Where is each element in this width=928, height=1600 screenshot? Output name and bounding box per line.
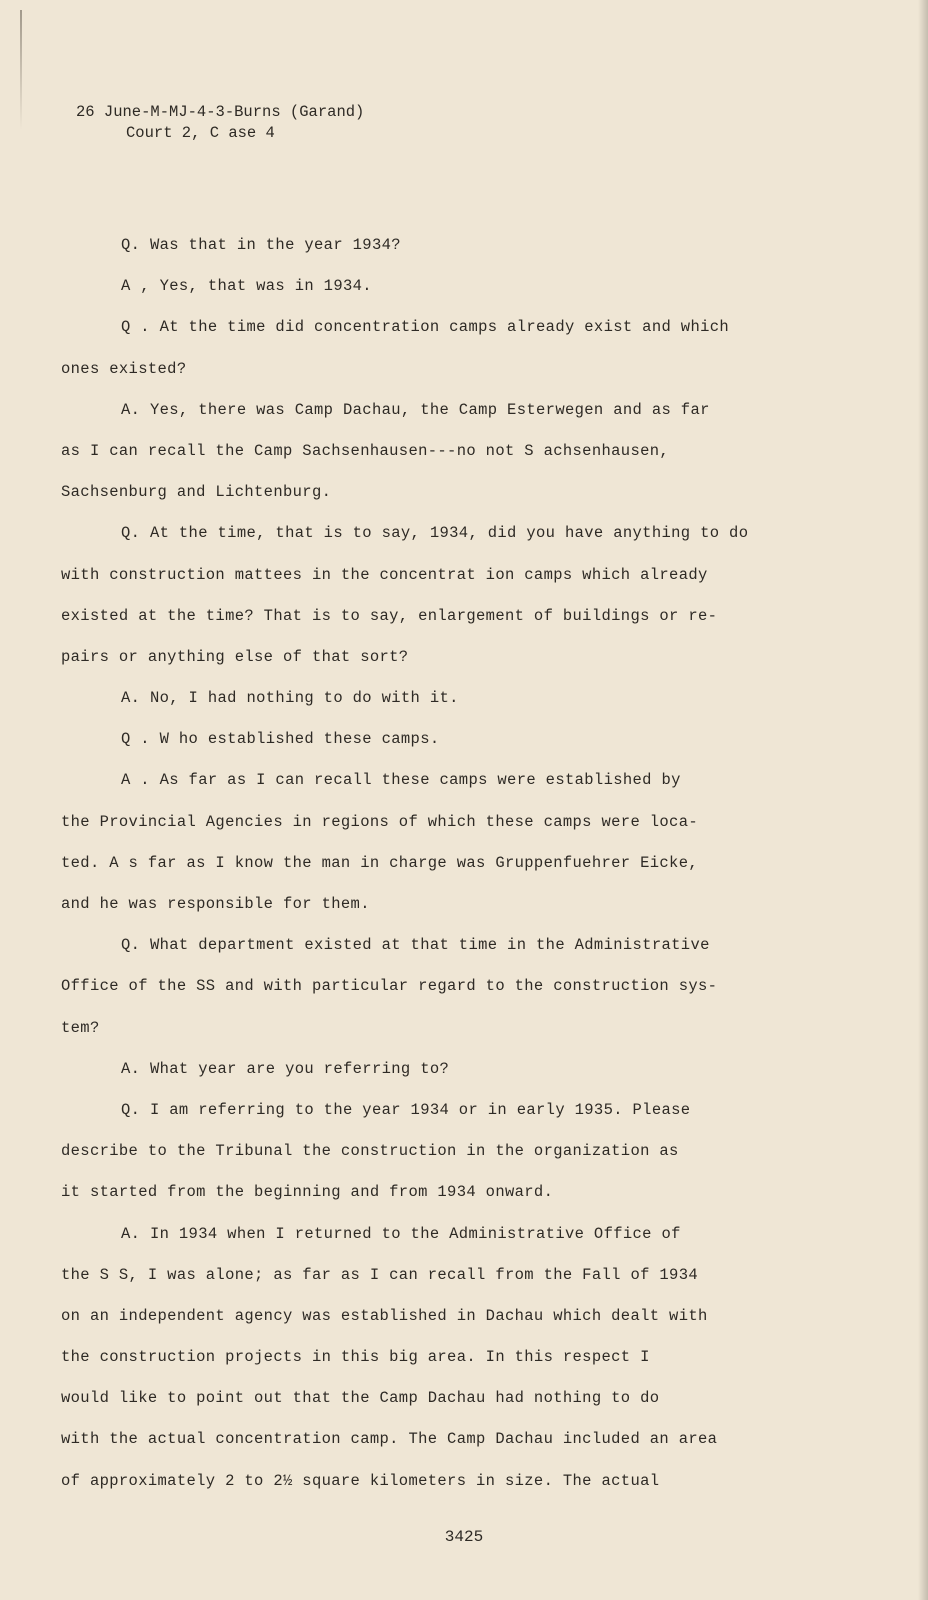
transcript-line: Q . W ho established these camps. <box>121 730 440 749</box>
transcript-line: the S S, I was alone; as far as I can recall from the Fall of 1934 <box>61 1265 698 1284</box>
transcript-line: ted. A s far as I know the man in charge was Gruppenfuehrer Eicke, <box>61 853 698 872</box>
transcript-line: Q. Was that in the year 1934? <box>121 236 401 254</box>
transcript-line: it started from the beginning and from 1934 onward. <box>61 1183 554 1202</box>
transcript-line: the Provincial Agencies in regions of which these camps were loca- <box>61 812 698 831</box>
transcript-line: of approximately 2 to 2½ square kilometers in size. The actual <box>61 1471 660 1490</box>
transcript-line: existed at the time? That is to say, enlargement of buildings or re- <box>61 606 718 625</box>
transcript-line: with construction mattees in the concentrat ion camps which already <box>61 565 708 584</box>
transcript-line: tem? <box>61 1018 100 1037</box>
page-right-shadow <box>918 0 928 1600</box>
transcript-line: ones existed? <box>61 359 187 378</box>
transcript-line: Q. What department existed at that time in the Administrative <box>121 936 710 955</box>
header-court-case: Court 2, C ase 4 <box>126 124 275 142</box>
transcript-line: A. What year are you referring to? <box>121 1059 450 1078</box>
transcript-line: Q . At the time did concentration camps already exist and which <box>121 318 730 337</box>
transcript-line: A. Yes, there was Camp Dachau, the Camp Esterwegen and as far <box>121 400 710 419</box>
transcript-line: describe to the Tribunal the construction in the organization as <box>61 1142 679 1161</box>
document-header <box>76 102 364 144</box>
transcript-line: A . As far as I can recall these camps were established by <box>121 771 681 790</box>
transcript-line: A. In 1934 when I returned to the Administrative Office of <box>121 1224 681 1243</box>
page-number: 3425 <box>444 1528 484 1546</box>
transcript-line: Q. I am referring to the year 1934 or in early 1935. Please <box>121 1100 691 1119</box>
page-edge-mark <box>20 10 22 130</box>
transcript-line: Q. At the time, that is to say, 1934, did you have anything to do <box>121 524 749 543</box>
transcript-line: Sachsenburg and Lichtenburg. <box>61 483 332 502</box>
header-case-reference: 26 June-M-MJ-4-3-Burns (Garand) <box>76 103 365 121</box>
transcript-line: as I can recall the Camp Sachsenhausen---no not S achsenhausen, <box>61 441 670 460</box>
transcript-line: and he was responsible for them. <box>61 895 370 913</box>
transcript-line: Office of the SS and with particular regard to the construction sys- <box>61 977 718 996</box>
transcript-line: pairs or anything else of that sort? <box>61 647 409 666</box>
transcript-line: the construction projects in this big area. In this respect I <box>61 1348 650 1367</box>
transcript-line: A. No, I had nothing to do with it. <box>121 689 459 708</box>
transcript-line: with the actual concentration camp. The Camp Dachau included an area <box>61 1430 718 1449</box>
transcript-line: would like to point out that the Camp Dachau had nothing to do <box>61 1389 660 1408</box>
transcript-line: A , Yes, that was in 1934. <box>121 277 372 296</box>
transcript-body <box>61 225 861 1502</box>
transcript-line: on an independent agency was established in Dachau which dealt with <box>61 1306 708 1325</box>
